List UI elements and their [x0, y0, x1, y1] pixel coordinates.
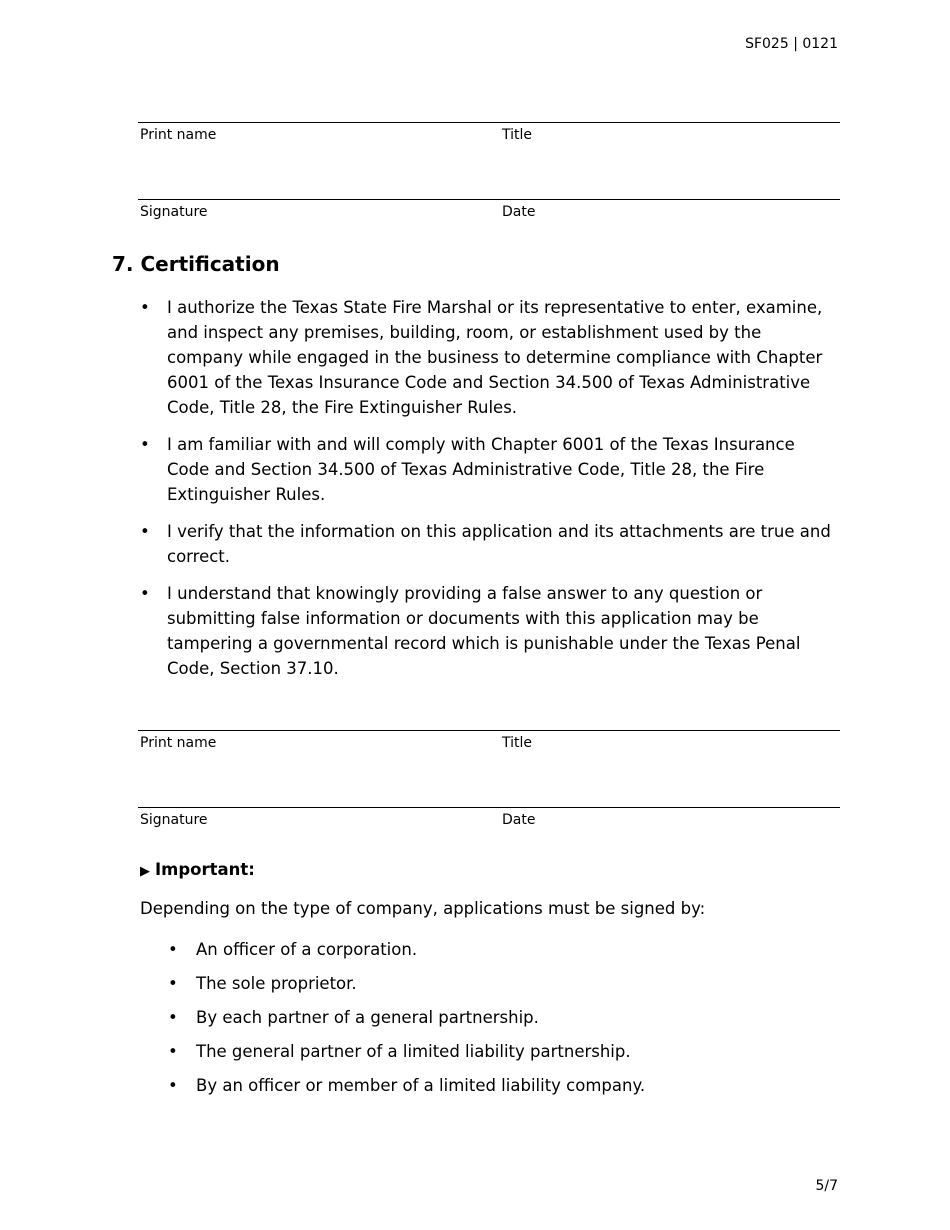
print-name-title-row	[138, 122, 840, 199]
section-heading-certification: 7. Certification	[112, 252, 280, 276]
certification-item-text: I authorize the Texas State Fire Marshal or its representative to enter, examine, and inspect any premises, building, room, or establishment used by the company while engaged in the business to determine compliance with Chapter 6001 of the Texas Insurance Code and Section 34.500 of Texas Administrative Code, Title 28, the Fire Extinguisher Rules.	[167, 298, 823, 417]
print-name-label: Print name	[140, 735, 217, 751]
signer-intro-text: Depending on the type of company, applications must be signed by:	[140, 899, 706, 918]
form-id: SF025 | 0121	[745, 36, 838, 52]
bullet-icon: •	[140, 298, 150, 317]
signer-item	[168, 938, 645, 962]
certification-item	[140, 581, 840, 681]
bullet-icon: •	[168, 1076, 178, 1095]
signer-item	[168, 1074, 645, 1098]
title-label: Title	[502, 735, 533, 751]
bullet-icon: •	[168, 1008, 178, 1027]
signer-item	[168, 1040, 645, 1064]
certification-item	[140, 519, 840, 569]
signature-label: Signature	[140, 204, 208, 220]
certification-list	[140, 295, 840, 693]
signer-item	[168, 972, 645, 996]
triangle-right-icon: ▶	[140, 864, 150, 879]
signer-item	[168, 1006, 645, 1030]
print-name-title-row	[138, 730, 840, 807]
important-heading	[140, 860, 255, 879]
signer-item-text: The sole proprietor.	[196, 974, 357, 993]
bullet-icon: •	[168, 974, 178, 993]
bullet-icon: •	[140, 522, 150, 541]
title-label: Title	[502, 127, 533, 143]
certification-item	[140, 295, 840, 420]
certification-item-text: I am familiar with and will comply with Chapter 6001 of the Texas Insurance Code and Section 34.500 of Texas Administrative Code, Title 28, the Fire Extinguisher Rules.	[167, 435, 795, 504]
bullet-icon: •	[168, 1042, 178, 1061]
print-name-label: Print name	[140, 127, 217, 143]
signature-label: Signature	[140, 812, 208, 828]
signer-item-text: By an officer or member of a limited liability company.	[196, 1076, 646, 1095]
signer-item-text: By each partner of a general partnership.	[196, 1008, 539, 1027]
date-label: Date	[502, 812, 536, 828]
certification-item	[140, 432, 840, 507]
certification-item-text: I understand that knowingly providing a false answer to any question or submitting false information or documents with this application may be tampering a governmental record which is punishable under the Texas Penal Code, Section 37.10.	[167, 584, 801, 678]
bullet-icon: •	[140, 584, 150, 603]
important-label: Important:	[155, 860, 255, 879]
certification-item-text: I verify that the information on this application and its attachments are true and correct.	[167, 522, 831, 566]
bullet-icon: •	[140, 435, 150, 454]
date-label: Date	[502, 204, 536, 220]
bullet-icon: •	[168, 940, 178, 959]
signer-list	[168, 938, 645, 1108]
page-number: 5/7	[815, 1178, 838, 1194]
signer-item-text: An officer of a corporation.	[196, 940, 418, 959]
signer-item-text: The general partner of a limited liability partnership.	[196, 1042, 631, 1061]
